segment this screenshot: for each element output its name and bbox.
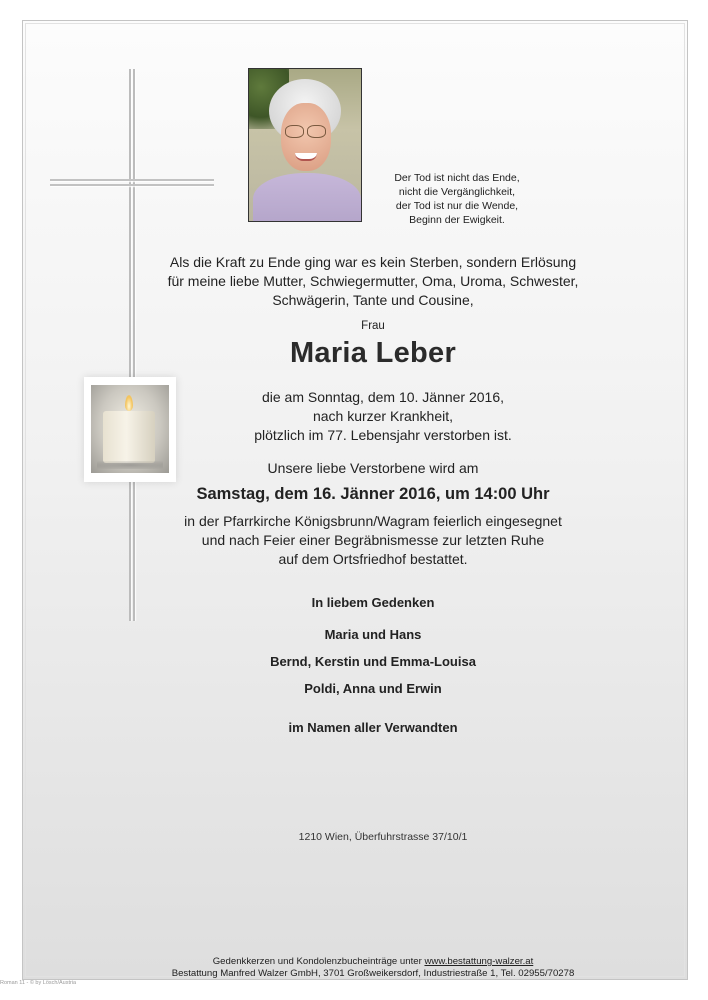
website-link[interactable]: www.bestattung-walzer.at	[424, 956, 534, 967]
deceased-name: Maria Leber	[289, 337, 457, 369]
template-credit: Roman 11 - © by Lösch/Austria	[0, 980, 77, 986]
cross-horizontal-bar	[50, 179, 214, 187]
funeral-details	[153, 512, 593, 569]
name-prefix: Frau	[361, 320, 385, 332]
cross-vertical-bar	[129, 69, 136, 621]
quote-line: Der Tod ist nicht das Ende,	[394, 172, 520, 184]
death-notice	[203, 388, 563, 445]
intro-text	[153, 253, 593, 310]
mourner-name: Maria und Hans	[324, 627, 422, 642]
quote-line: nicht die Vergänglichkeit,	[398, 186, 516, 198]
funeral-line: in der Pfarrkirche Königsbrunn/Wagram feierlich eingesegnet	[184, 513, 562, 529]
intro-line: Schwägerin, Tante und Cousine,	[272, 292, 474, 308]
funeral-line: und nach Feier einer Begräbnismesse zur letzten Ruhe	[201, 532, 545, 548]
quote-poem	[368, 171, 546, 227]
death-line: nach kurzer Krankheit,	[312, 408, 454, 424]
mourner-name: Poldi, Anna und Erwin	[304, 681, 442, 696]
obituary-card	[22, 20, 688, 980]
intro-line: Als die Kraft zu Ende ging war es kein Sterben, sondern Erlösung	[169, 254, 577, 270]
mourners-heading: In liebem Gedenken	[311, 595, 435, 610]
quote-line: der Tod ist nur die Wende,	[395, 200, 519, 212]
death-line: die am Sonntag, dem 10. Jänner 2016,	[261, 389, 505, 405]
intro-line: für meine liebe Mutter, Schwiegermutter, Oma, Uroma, Schwester,	[167, 273, 579, 289]
quote-line: Beginn der Ewigkeit.	[409, 214, 505, 226]
death-line: plötzlich im 77. Lebensjahr verstorben ist.	[254, 427, 512, 443]
mourners-closing: im Namen aller Verwandten	[288, 720, 458, 735]
family-address: 1210 Wien, Überfuhrstrasse 37/10/1	[298, 831, 468, 843]
funeral-line: auf dem Ortsfriedhof bestattet.	[278, 551, 468, 567]
funeral-date: Samstag, dem 16. Jänner 2016, um 14:00 Uhr	[196, 485, 550, 503]
footer-company-line: Bestattung Manfred Walzer GmbH, 3701 Großweikersdorf, Industriestraße 1, Tel. 02955/70278	[171, 968, 575, 979]
mourner-name: Bernd, Kerstin und Emma-Louisa	[270, 654, 476, 669]
footer-condolence-line	[153, 956, 593, 967]
funeral-intro: Unsere liebe Verstorbene wird am	[267, 460, 479, 476]
portrait-photo	[248, 68, 362, 222]
footer-condolence-text: Gedenkkerzen und Kondolenzbucheinträge unter	[212, 956, 425, 967]
